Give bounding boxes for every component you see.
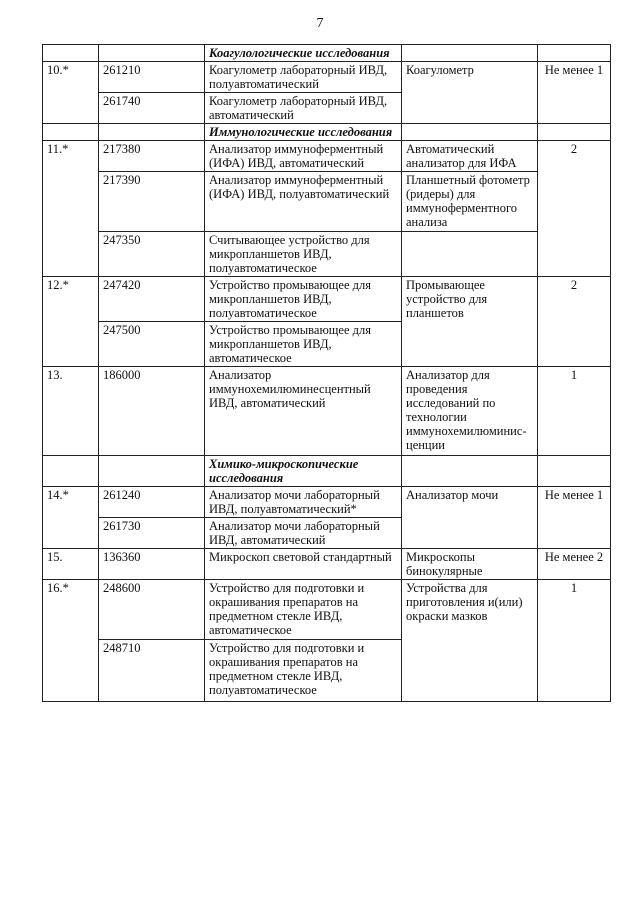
table-cell [99,124,205,141]
section-row [43,45,611,62]
table-cell [99,45,205,62]
item-code: 186000 [99,367,205,456]
item-name: Считывающее устройство для микропланшетов ИВД, полуавтоматическое [205,232,402,277]
table-cell [43,124,99,141]
item-name: Коагулометр лабораторный ИВД, полуавтоматический [205,62,402,93]
section-title: Коагулологические исследования [205,45,402,62]
table-row [43,172,611,232]
quantity: 2 [538,141,611,277]
item-name: Анализатор иммуноферментный (ИФА) ИВД, полуавтоматический [205,172,402,232]
item-name: Устройство для подготовки и окрашивания препаратов на предметном стекле ИВД, автоматическое [205,580,402,640]
equipment-name: Анализатор мочи [402,487,538,549]
row-number: 12.* [43,277,99,367]
equipment-name: Устройства для приготовления и(или) окраски мазков [402,580,538,702]
table-cell [99,456,205,487]
equipment-name: Автоматический анализатор для ИФА [402,141,538,172]
item-code: 217390 [99,172,205,232]
item-name: Устройство промывающее для микропланшетов ИВД, автоматическое [205,322,402,367]
table-row [43,141,611,172]
equipment-name: Микроскопы бинокулярные [402,549,538,580]
row-number: 14.* [43,487,99,549]
quantity: Не менее 1 [538,487,611,549]
table-cell [538,456,611,487]
section-row [43,456,611,487]
item-code: 261730 [99,518,205,549]
item-code: 248710 [99,640,205,702]
table-row [43,487,611,518]
quantity: Не менее 2 [538,549,611,580]
table-cell [538,124,611,141]
item-name: Анализатор мочи лабораторный ИВД, автоматический [205,518,402,549]
quantity: 2 [538,277,611,367]
table-row [43,62,611,93]
table-row [43,580,611,640]
item-code: 261240 [99,487,205,518]
equipment-name: Планшетный фотометр (ридеры) для иммуноферментного анализа [402,172,538,232]
page-number: 7 [316,16,324,31]
table-cell [402,45,538,62]
table-cell [402,456,538,487]
table-row [43,549,611,580]
item-code: 248600 [99,580,205,640]
quantity: Не менее 1 [538,62,611,124]
section-title: Химико-микроскопические исследования [205,456,402,487]
row-number: 16.* [43,580,99,702]
item-name: Коагулометр лабораторный ИВД, автоматический [205,93,402,124]
equipment-name: Коагулометр [402,62,538,124]
equipment-table [42,44,611,702]
section-row [43,124,611,141]
row-number: 15. [43,549,99,580]
item-code: 247500 [99,322,205,367]
item-name: Анализатор мочи лабораторный ИВД, полуавтоматический* [205,487,402,518]
quantity: 1 [538,580,611,702]
table-row [43,367,611,456]
item-name: Устройство промывающее для микропланшетов ИВД, полуавтоматическое [205,277,402,322]
row-number: 10.* [43,62,99,124]
row-number: 13. [43,367,99,456]
item-name: Анализатор иммунохемилюминесцентный ИВД, автоматический [205,367,402,456]
table-cell [43,45,99,62]
row-number: 11.* [43,141,99,277]
section-title: Иммунологические исследования [205,124,402,141]
equipment-name: Промывающее устройство для планшетов [402,277,538,367]
table-cell [43,456,99,487]
item-name: Устройство для подготовки и окрашивания препаратов на предметном стекле ИВД, полуавтоматическое [205,640,402,702]
item-code: 261740 [99,93,205,124]
item-code: 261210 [99,62,205,93]
table-row [43,232,611,277]
equipment-name: Анализатор для проведения исследований по технологии иммунохемилюминис-ценции [402,367,538,456]
item-code: 136360 [99,549,205,580]
quantity: 1 [538,367,611,456]
table-cell [402,232,538,277]
table-row [43,277,611,322]
table-cell [402,124,538,141]
item-code: 217380 [99,141,205,172]
item-code: 247350 [99,232,205,277]
item-code: 247420 [99,277,205,322]
item-name: Микроскоп световой стандартный [205,549,402,580]
item-name: Анализатор иммуноферментный (ИФА) ИВД, автоматический [205,141,402,172]
table-cell [538,45,611,62]
